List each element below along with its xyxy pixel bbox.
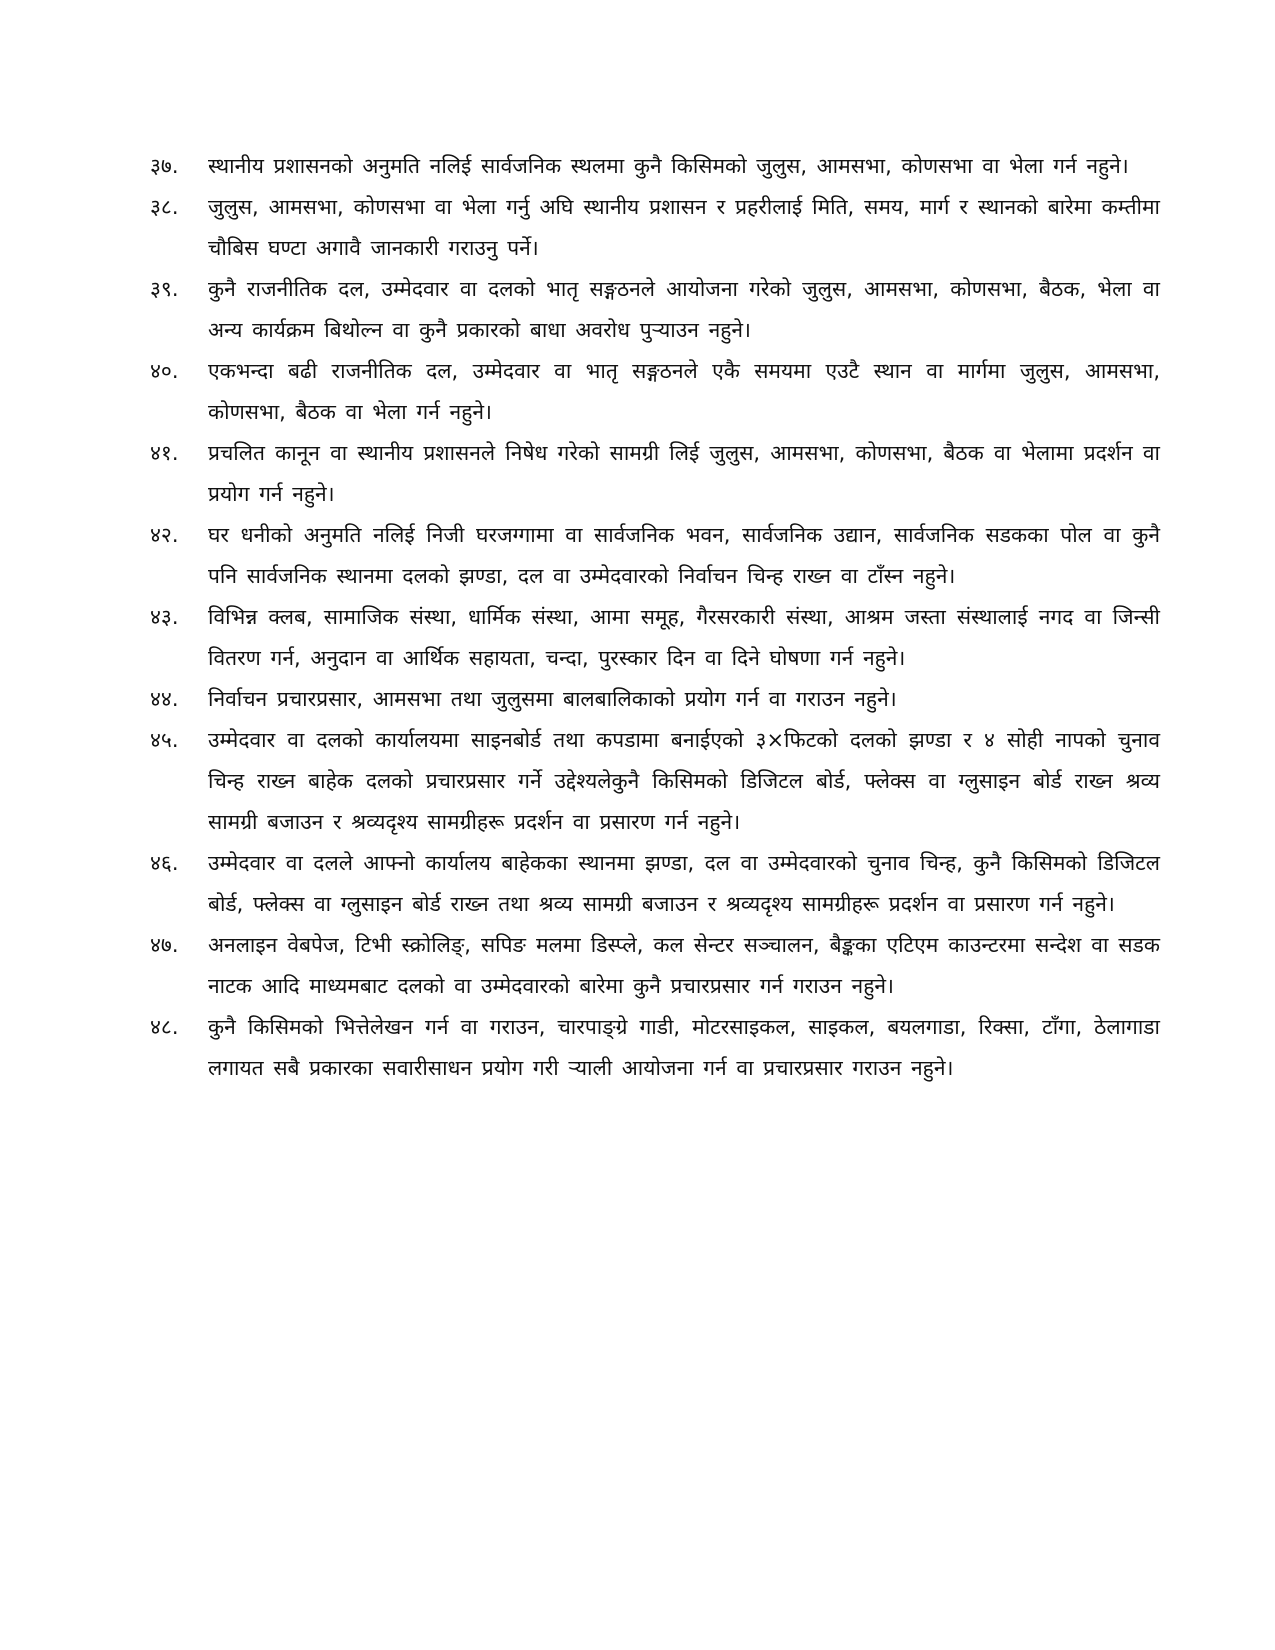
clause-46 [150, 843, 1160, 925]
clause-text: कुनै राजनीतिक दल, उम्मेदवार वा दलको भातृ सङ्गठनले आयोजना गरेको जुलुस, आमसभा, कोणसभा, बैठक, भेला वा अन्य कार्यक्रम बिथोल्न वा कुनै प्रकारको बाधा अवरोध पुऱ्याउन नहुने। [208, 277, 1160, 342]
clause-number: ४८. [150, 1015, 179, 1039]
clause-number: ४०. [150, 359, 179, 383]
clause-48 [150, 1007, 1160, 1089]
clause-text: जुलुस, आमसभा, कोणसभा वा भेला गर्नु अघि स्थानीय प्रशासन र प्रहरीलाई मिति, समय, मार्ग र स्थानको बारेमा कम्तीमा चौबिस घण्टा अगावै जानकारी गराउनु पर्ने। [208, 195, 1160, 260]
clause-number: ४२. [150, 523, 179, 547]
clause-43 [150, 597, 1160, 679]
clause-44 [150, 679, 1160, 720]
clause-42 [150, 515, 1160, 597]
clause-number: ३८. [150, 195, 179, 219]
clause-list [150, 146, 1160, 1089]
clause-text: उम्मेदवार वा दलले आफ्नो कार्यालय बाहेकका स्थानमा झण्डा, दल वा उम्मेदवारको चुनाव चिन्ह, कुनै किसिमको डिजिटल बोर्ड, फ्लेक्स वा ग्लुसाइन बोर्ड राख्न तथा श्रव्य सामग्री बजाउन र श्रव्यदृश्य सामग्रीहरू प्रदर्शन वा प्रसारण गर्न नहुने। [208, 851, 1160, 916]
clause-41 [150, 433, 1160, 515]
clause-text: उम्मेदवार वा दलको कार्यालयमा साइनबोर्ड तथा कपडामा बनाईएको ३×फिटको दलको झण्डा र ४ सोही नापको चुनाव चिन्ह राख्न बाहेक दलको प्रचारप्रसार गर्ने उद्देश्यलेकुनै किसिमको डिजिटल बोर्ड, फ्लेक्स वा ग्लुसाइन बोर्ड राख्न श्रव्य सामग्री बजाउन र श्रव्यदृश्य सामग्रीहरू प्रदर्शन वा प्रसारण गर्न नहुने। [208, 728, 1160, 834]
clause-number: ४५. [150, 728, 179, 752]
clause-40 [150, 351, 1160, 433]
clause-number: ४४. [150, 687, 179, 711]
clause-38 [150, 187, 1160, 269]
clause-number: ४३. [150, 605, 179, 629]
clause-text: प्रचलित कानून वा स्थानीय प्रशासनले निषेध गरेको सामग्री लिई जुलुस, आमसभा, कोणसभा, बैठक वा भेलामा प्रदर्शन वा प्रयोग गर्न नहुने। [208, 441, 1160, 506]
clause-text: स्थानीय प्रशासनको अनुमति नलिई सार्वजनिक स्थलमा कुनै किसिमको जुलुस, आमसभा, कोणसभा वा भेला गर्न नहुने। [208, 154, 1129, 178]
clause-text: अनलाइन वेबपेज, टिभी स्क्रोलिङ्, सपिङ मलमा डिस्प्ले, कल सेन्टर सञ्चालन, बैङ्कका एटिएम काउन्टरमा सन्देश वा सडक नाटक आदि माध्यमबाट दलको वा उम्मेदवारको बारेमा कुनै प्रचारप्रसार गर्न गराउन नहुने। [208, 933, 1160, 998]
clause-number: ४६. [150, 851, 179, 875]
clause-text: निर्वाचन प्रचारप्रसार, आमसभा तथा जुलुसमा बालबालिकाको प्रयोग गर्न वा गराउन नहुने। [208, 687, 897, 711]
clause-number: ४१. [150, 441, 179, 465]
clause-47 [150, 925, 1160, 1007]
clause-45 [150, 720, 1160, 843]
clause-number: ३७. [150, 154, 179, 178]
clause-text: एकभन्दा बढी राजनीतिक दल, उम्मेदवार वा भातृ सङ्गठनले एकै समयमा एउटै स्थान वा मार्गमा जुलुस, आमसभा, कोणसभा, बैठक वा भेला गर्न नहुने। [208, 359, 1160, 424]
clause-39 [150, 269, 1160, 351]
clause-37 [150, 146, 1160, 187]
clause-text: कुनै किसिमको भित्तेलेखन गर्न वा गराउन, चारपाङ्ग्रे गाडी, मोटरसाइकल, साइकल, बयलगाडा, रिक्सा, टाँगा, ठेलागाडा लगायत सबै प्रकारका सवारीसाधन प्रयोग गरी र्‍याली आयोजना गर्न वा प्रचारप्रसार गराउन नहुने। [208, 1015, 1160, 1080]
clause-text: घर धनीको अनुमति नलिई निजी घरजग्गामा वा सार्वजनिक भवन, सार्वजनिक उद्यान, सार्वजनिक सडकका पोल वा कुनै पनि सार्वजनिक स्थानमा दलको झण्डा, दल वा उम्मेदवारको निर्वाचन चिन्ह राख्न वा टाँस्न नहुने। [208, 523, 1160, 588]
clause-number: ३९. [150, 277, 179, 301]
clause-text: विभिन्न क्लब, सामाजिक संस्था, धार्मिक संस्था, आमा समूह, गैरसरकारी संस्था, आश्रम जस्ता संस्थालाई नगद वा जिन्सी वितरण गर्न, अनुदान वा आर्थिक सहायता, चन्दा, पुरस्कार दिन वा दिने घोषणा गर्न नहुने। [208, 605, 1160, 670]
clause-number: ४७. [150, 933, 179, 957]
